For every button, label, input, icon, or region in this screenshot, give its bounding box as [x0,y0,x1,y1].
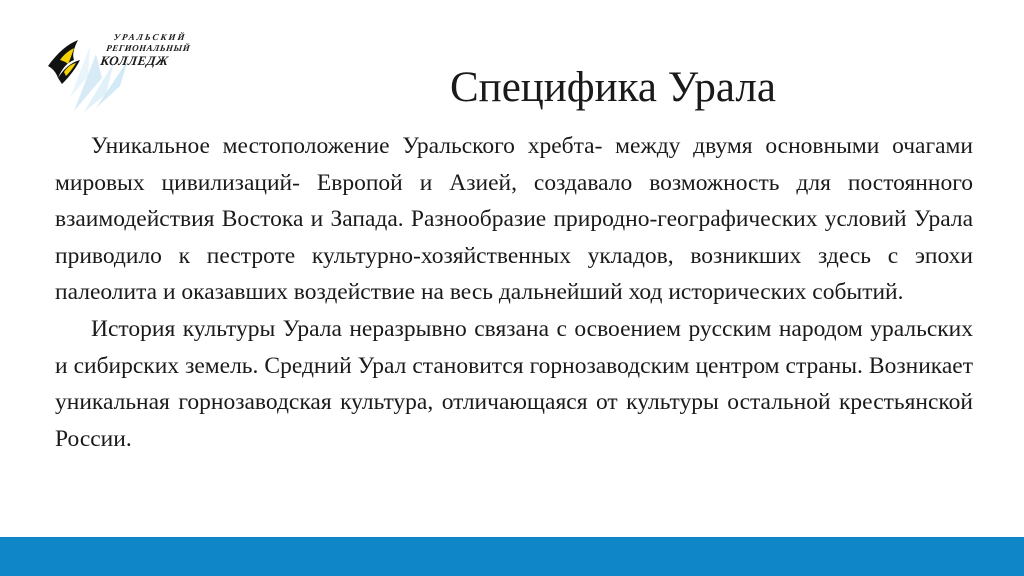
logo-line-1: УРАЛЬСКИЙ [113,32,188,42]
footer-bar [0,537,1024,576]
slide-title: Специфика Урала [450,64,776,111]
logo-line-2: РЕГИОНАЛЬНЫЙ [105,43,192,53]
slide-body [55,128,973,457]
paragraph-1: Уникальное местоположение Уральского хребта- между двумя основными очагами мировых цивилизаций- Европой и Азией, создавало возможность для постоянного взаимодействия Востока и Запада. Разнообразие природно-географических условий Урала приводило к пестроте культурно-хозяйственных укладов, возникших здесь с эпохи палеолита и оказавших воздействие на весь дальнейший ход исторических событий. [55,133,973,306]
logo-line-3: КОЛЛЕДЖ [99,53,170,68]
paragraph-2: История культуры Урала неразрывно связана с освоением русским народом уральских и сибирских земель. Средний Урал становится горнозаводским центром страны. Возникает уникальная горнозаводская культура, отличающаяся от культуры остальной крестьянской России. [55,315,973,452]
